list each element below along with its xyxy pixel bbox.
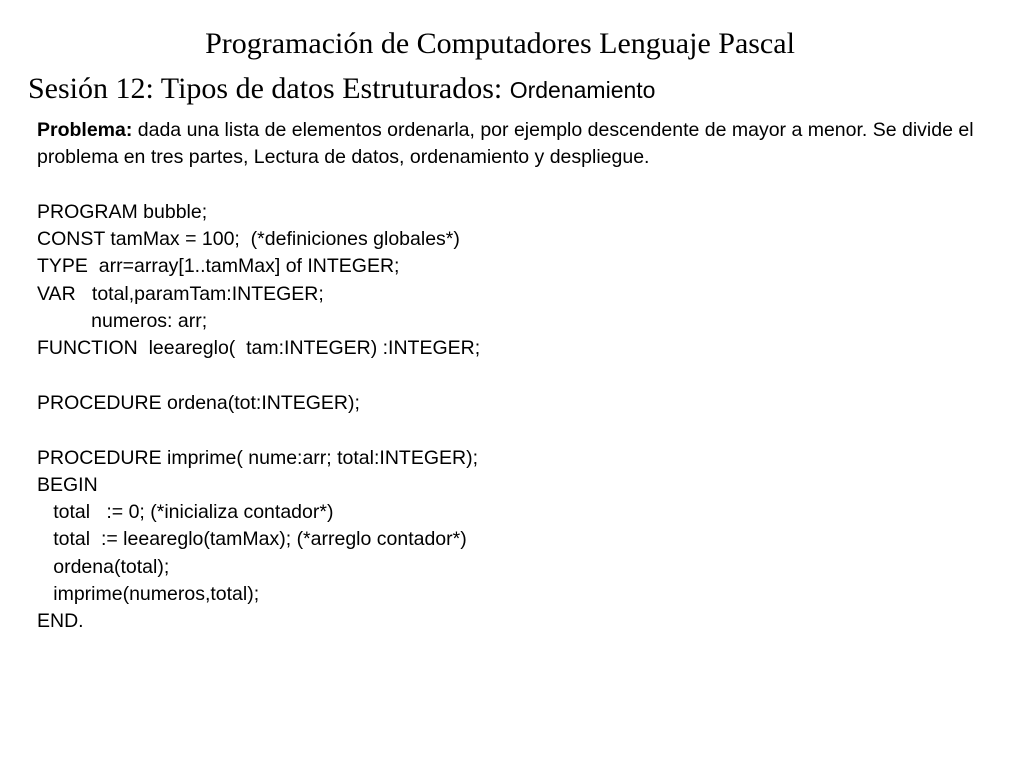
spacer bbox=[37, 172, 997, 199]
code-line: BEGIN bbox=[37, 473, 98, 496]
slide-title: Programación de Computadores Lenguaje Pascal bbox=[205, 27, 795, 60]
code-line: ordena(total); bbox=[37, 555, 170, 578]
slide-body bbox=[37, 117, 997, 636]
code-line: END. bbox=[37, 610, 84, 633]
code-line: VAR total,paramTam:INTEGER; bbox=[37, 282, 324, 305]
code-line: total := 0; (*inicializa contador*) bbox=[37, 501, 334, 524]
subtitle-session: Sesión 12: Tipos de datos Estruturados: bbox=[28, 72, 510, 105]
slide-subtitle bbox=[28, 69, 655, 110]
code-line: PROCEDURE imprime( nume:arr; total:INTEGER); bbox=[37, 446, 478, 469]
code-line: CONST tamMax = 100; (*definiciones globales*) bbox=[37, 228, 460, 251]
problem-statement bbox=[37, 117, 997, 172]
code-line: total := leeareglo(tamMax); (*arreglo contador*) bbox=[37, 528, 467, 551]
code-line bbox=[37, 363, 997, 390]
code-line: PROCEDURE ordena(tot:INTEGER); bbox=[37, 391, 360, 414]
code-line: PROGRAM bubble; bbox=[37, 200, 208, 223]
code-line bbox=[37, 417, 997, 444]
code-line: FUNCTION leeareglo( tam:INTEGER) :INTEGER; bbox=[37, 337, 481, 360]
code-block bbox=[37, 199, 997, 636]
problem-label: Problema: bbox=[37, 119, 133, 141]
problem-text: dada una lista de elementos ordenarla, por ejemplo descendente de mayor a menor. Se divide el problema en tres partes, Lectura de datos, ordenamiento y despliegue. bbox=[37, 119, 974, 169]
code-line: imprime(numeros,total); bbox=[37, 583, 260, 606]
code-line: TYPE arr=array[1..tamMax] of INTEGER; bbox=[37, 255, 400, 278]
subtitle-topic: Ordenamiento bbox=[509, 77, 656, 103]
code-line: numeros: arr; bbox=[37, 310, 208, 333]
